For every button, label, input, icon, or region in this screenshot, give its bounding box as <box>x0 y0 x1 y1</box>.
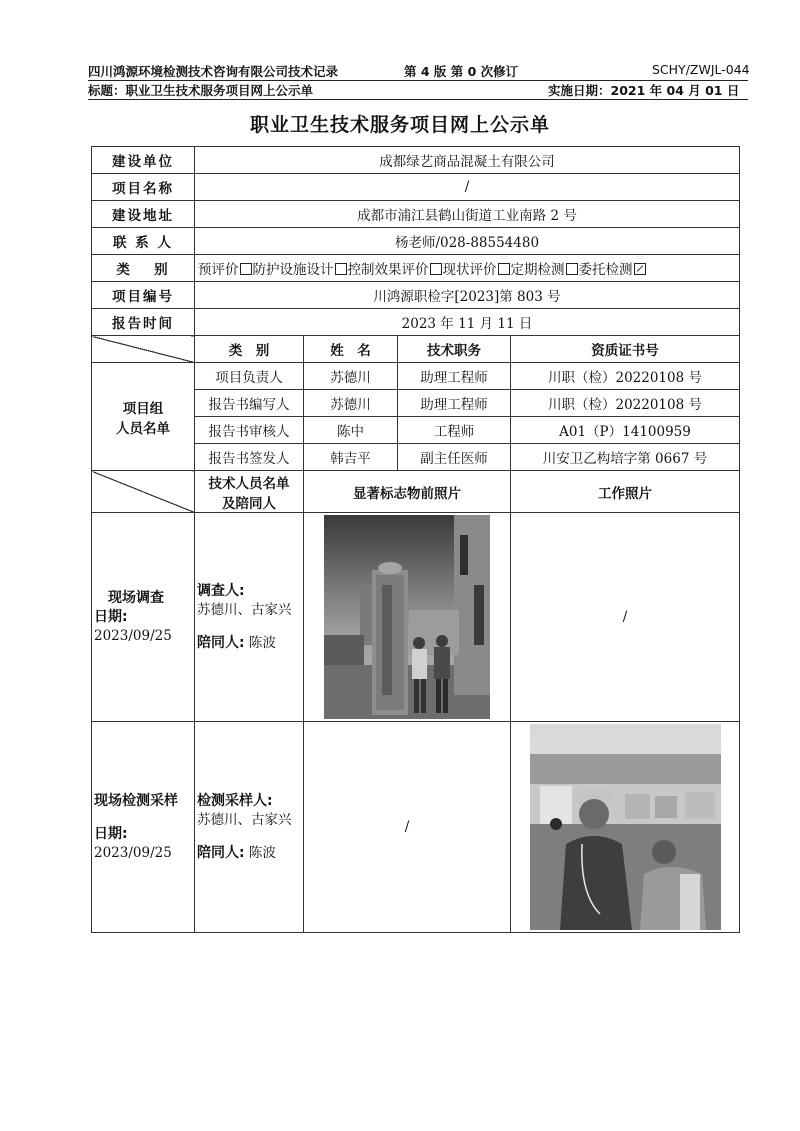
version-text: 第 4 版 第 0 次修订 <box>404 64 519 79</box>
sampling-landmark-photo-cell: / <box>304 722 511 933</box>
staff-cert: A01（P）14100959 <box>511 417 740 444</box>
staff-name: 韩吉平 <box>304 444 398 471</box>
checkbox-icon <box>498 263 510 275</box>
companion-label: 陪同人: <box>197 634 245 651</box>
survey-work-photo-cell: / <box>511 513 740 722</box>
landmark-photo-image <box>324 515 490 719</box>
contact-label: 联 系 人 <box>92 228 195 255</box>
sampling-stage-cell <box>92 722 195 933</box>
unit-label: 建设单位 <box>92 147 195 174</box>
investigators: 苏德川、古家兴 <box>197 601 292 618</box>
staff-name: 苏德川 <box>304 363 398 390</box>
samplers: 苏德川、古家兴 <box>197 811 292 828</box>
checkbox-icon <box>430 263 442 275</box>
diagonal-cell <box>92 336 195 363</box>
staff-title: 副主任医师 <box>398 444 511 471</box>
work-photo <box>530 724 721 930</box>
checkbox-icon <box>335 263 347 275</box>
landmark-photo <box>324 515 490 719</box>
project-name-value: / <box>195 174 740 201</box>
category-label: 类 别 <box>92 255 195 282</box>
report-time-value: 2023 年 11 月 11 日 <box>195 309 740 336</box>
staff-cert: 川职（检）20220108 号 <box>511 390 740 417</box>
project-code-value: 川鸿源职检字[2023]第 803 号 <box>195 282 740 309</box>
staff-list-header-line1: 技术人员名单 <box>208 475 290 492</box>
investigator-label: 调查人: <box>197 582 245 599</box>
doc-subtitle: 标题：职业卫生技术服务项目网上公示单 <box>88 83 314 98</box>
sampling-work-photo-cell <box>511 722 740 933</box>
checked-checkbox-icon <box>634 263 646 275</box>
staff-name: 苏德川 <box>304 390 398 417</box>
staff-title: 助理工程师 <box>398 390 511 417</box>
group-label-line1: 项目组 <box>122 400 164 417</box>
address-label: 建设地址 <box>92 201 195 228</box>
doc-code: SCHY/ZWJL-044 <box>652 62 750 77</box>
staff-role: 报告书审核人 <box>195 417 304 444</box>
survey-landmark-photo-cell <box>304 513 511 722</box>
category-options <box>195 255 740 282</box>
effective-date: 实施日期：2021 年 04 月 01 日 <box>548 83 740 98</box>
staff-name: 陈中 <box>304 417 398 444</box>
sampler-label: 检测采样人: <box>197 792 273 809</box>
company-record-title: 四川鸿源环境检测技术咨询有限公司技术记录 <box>88 64 339 79</box>
category-option-0: 预评价 <box>198 262 239 278</box>
group-label-line2: 人员名单 <box>116 420 170 437</box>
report-time-label: 报告时间 <box>92 309 195 336</box>
project-code-label: 项目编号 <box>92 282 195 309</box>
work-photo-header: 工作照片 <box>511 471 740 513</box>
staff-list-header <box>195 471 304 513</box>
companion-name: 陈波 <box>248 634 276 651</box>
category-option-1: 防护设施设计 <box>252 262 334 278</box>
project-group-label <box>92 363 195 471</box>
page-title: 职业卫生技术服务项目网上公示单 <box>249 114 550 136</box>
category-option-2: 控制效果评价 <box>347 262 429 278</box>
contact-value: 杨老师/028-88554480 <box>195 228 740 255</box>
staff-header-cert: 资质证书号 <box>511 336 740 363</box>
staff-header-name: 姓 名 <box>304 336 398 363</box>
diagonal-cell <box>92 471 195 513</box>
work-photo-image <box>530 724 721 930</box>
staff-header-title: 技术职务 <box>398 336 511 363</box>
staff-cert: 川安卫乙构培字第 0667 号 <box>511 444 740 471</box>
staff-cert: 川职（检）20220108 号 <box>511 363 740 390</box>
unit-value: 成都绿艺商品混凝土有限公司 <box>195 147 740 174</box>
staff-role: 报告书签发人 <box>195 444 304 471</box>
survey-people-cell <box>195 513 304 722</box>
checkbox-icon <box>240 263 252 275</box>
staff-role: 报告书编写人 <box>195 390 304 417</box>
survey-date: 2023/09/25 <box>94 627 172 644</box>
category-option-5: 委托检测 <box>578 262 633 278</box>
category-option-3: 现状评价 <box>442 262 497 278</box>
address-value: 成都市浦江县鹤山街道工业南路 2 号 <box>195 201 740 228</box>
survey-stage-cell <box>92 513 195 722</box>
category-option-4: 定期检测 <box>510 262 565 278</box>
staff-title: 助理工程师 <box>398 363 511 390</box>
sampling-companion-label: 陪同人: <box>197 844 245 861</box>
survey-date-label: 日期: <box>94 608 128 625</box>
sampling-date-label: 日期: <box>94 825 128 842</box>
notice-table <box>91 146 740 933</box>
staff-title: 工程师 <box>398 417 511 444</box>
staff-header-category: 类 别 <box>195 336 304 363</box>
sampling-companion-name: 陈波 <box>248 844 276 861</box>
header-divider-bottom <box>88 99 748 100</box>
sampling-date: 2023/09/25 <box>94 844 172 861</box>
project-name-label: 项目名称 <box>92 174 195 201</box>
sampling-people-cell <box>195 722 304 933</box>
staff-list-header-line2: 及陪同人 <box>222 495 276 512</box>
sampling-stage: 现场检测采样 <box>94 792 178 809</box>
staff-role: 项目负责人 <box>195 363 304 390</box>
checkbox-icon <box>566 263 578 275</box>
landmark-photo-header: 显著标志物前照片 <box>304 471 511 513</box>
survey-stage: 现场调查 <box>108 589 164 606</box>
